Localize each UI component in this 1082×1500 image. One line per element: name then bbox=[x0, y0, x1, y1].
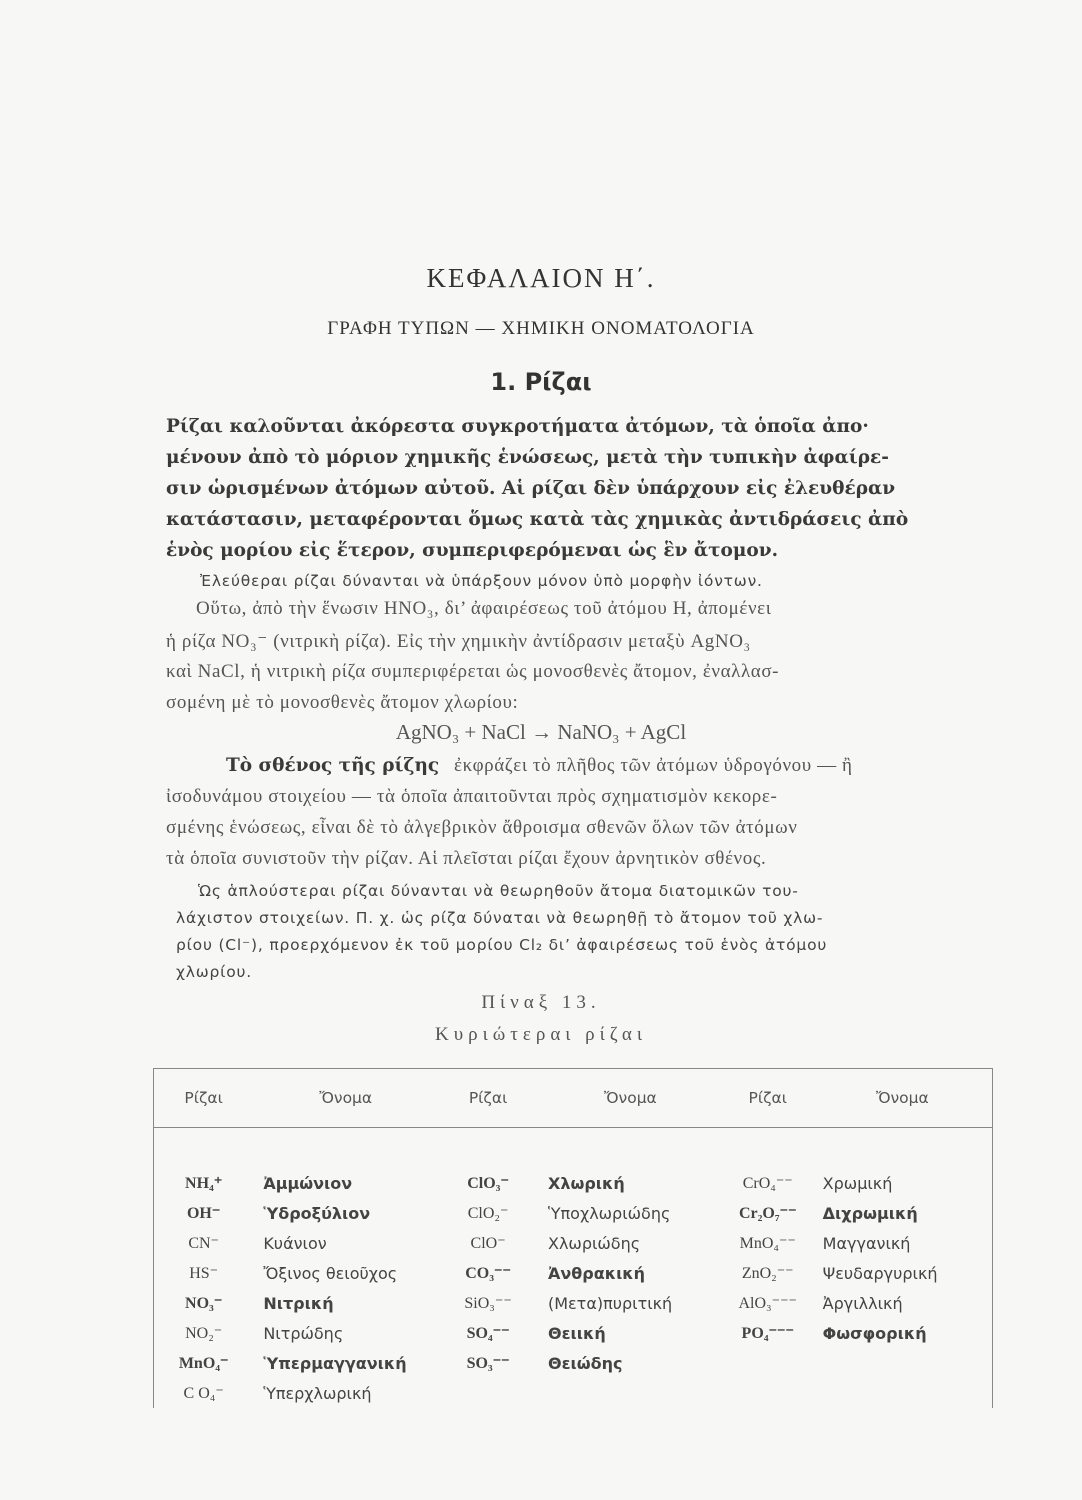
radical-name: Ὄξινος θειοῦχος bbox=[263, 1263, 398, 1283]
radical-formula: NO₂⁻ bbox=[185, 1325, 223, 1342]
radical-name: Ἀμμώνιον bbox=[263, 1173, 353, 1193]
example-line: σομένη μὲ τὸ μονοσθενὲς ἄτομον χλωρίου: bbox=[166, 692, 519, 713]
table-row bbox=[154, 1348, 993, 1378]
radical-formula: MnO₄⁻⁻ bbox=[739, 1235, 796, 1252]
radical-formula bbox=[438, 1378, 538, 1408]
radical-formula: SiO₃⁻⁻ bbox=[464, 1295, 512, 1312]
table-row bbox=[154, 1318, 993, 1348]
radical-name: Νιτρώδης bbox=[263, 1323, 344, 1343]
radical-name: Κυάνιον bbox=[263, 1233, 327, 1253]
simple-radicals-line: χλωρίου. bbox=[176, 963, 252, 981]
radical-name: Ψευδαργυρική bbox=[822, 1263, 938, 1283]
radical-formula bbox=[723, 1378, 813, 1408]
example-line: Οὕτω, ἀπὸ τὴν ἕνωσιν HNO₃, δι’ ἀφαιρέσεως τοῦ ἀτόμου H, ἀπομένει bbox=[196, 598, 772, 619]
chapter-heading: ΚΕΦΑΛΑΙΟΝ Η΄. bbox=[426, 263, 656, 293]
radical-name bbox=[813, 1378, 993, 1408]
table-row bbox=[154, 1228, 993, 1258]
radical-formula: OH⁻ bbox=[186, 1205, 221, 1222]
radical-formula: C O₄⁻ bbox=[183, 1385, 224, 1402]
radical-name: Ἀργιλλική bbox=[822, 1293, 903, 1313]
radical-formula: CN⁻ bbox=[188, 1235, 219, 1252]
radical-formula bbox=[723, 1348, 813, 1378]
radical-formula: CrO₄⁻⁻ bbox=[742, 1175, 793, 1192]
definition-line: μένουν ἀπὸ τὸ μόριον χημικῆς ἑνώσεως, μετὰ τὴν τυπικὴν ἀφαίρε- bbox=[166, 447, 889, 468]
definition-line: κατάστασιν, μεταφέρονται ὅμως κατὰ τὰς χημικὰς ἀντιδράσεις ἀπὸ bbox=[166, 509, 909, 530]
radical-formula: SO₃⁻⁻ bbox=[466, 1355, 510, 1372]
radical-formula: MnO₄⁻ bbox=[178, 1355, 229, 1372]
table-row bbox=[154, 1378, 993, 1408]
column-header: Ρίζαι bbox=[154, 1069, 254, 1128]
chapter-subtitle: ΓΡΑΦΗ ΤΥΠΩΝ — ΧΗΜΙΚΗ ΟΝΟΜΑΤΟΛΟΓΙΑ bbox=[327, 318, 755, 339]
simple-radicals-line: ρίου (Cl⁻), προερχόμενον ἐκ τοῦ μορίου Cl₂ δι’ ἀφαιρέσεως τοῦ ἑνὸς ἀτόμου bbox=[176, 936, 828, 954]
column-header: Ὄνομα bbox=[253, 1069, 438, 1128]
radical-name: Φωσφορική bbox=[822, 1323, 927, 1343]
radical-name: Ὑποχλωριώδης bbox=[547, 1203, 671, 1223]
radical-name: Χλωριώδης bbox=[547, 1233, 641, 1253]
radical-formula: AlO₃⁻⁻⁻ bbox=[738, 1295, 797, 1312]
column-header: Ρίζαι bbox=[438, 1069, 538, 1128]
definition-line: Ρίζαι καλοῦνται ἀκόρεστα συγκροτήματα ἀτόμων, τὰ ὁποῖα ἀπο· bbox=[166, 416, 869, 437]
radical-formula: ClO₃⁻ bbox=[467, 1175, 509, 1192]
radicals-table bbox=[153, 1068, 993, 1408]
column-header: Ρίζαι bbox=[723, 1069, 813, 1128]
radical-name: Θειική bbox=[547, 1323, 606, 1343]
reaction-equation: AgNO₃ + NaCl → NaNO₃ + AgCl bbox=[395, 720, 687, 744]
table-row bbox=[154, 1128, 993, 1199]
radical-name: Ὑδροξύλιον bbox=[263, 1203, 371, 1223]
valence-line: σμένης ἑνώσεως, εἶναι δὲ τὸ ἀλγεβρικὸν ἄθροισμα σθενῶν ὅλων τῶν ἀτόμων bbox=[166, 817, 798, 838]
radical-name: Ὑπερμαγγανική bbox=[263, 1353, 407, 1373]
column-header: Ὄνομα bbox=[813, 1069, 993, 1128]
section-heading: 1. Ρίζαι bbox=[490, 368, 592, 396]
table-label: Πίναξ 13. bbox=[481, 992, 601, 1013]
radical-name: Ὑπερχλωρική bbox=[263, 1383, 372, 1403]
radical-formula: ClO⁻ bbox=[470, 1235, 506, 1252]
radical-name: Μαγγανική bbox=[822, 1233, 911, 1253]
radical-name: Ἀνθρακική bbox=[547, 1263, 646, 1283]
radical-formula: PO₄⁻⁻⁻ bbox=[741, 1325, 794, 1342]
simple-radicals-line: Ὡς ἁπλούστεραι ρίζαι δύνανται νὰ θεωρηθοῦν ἄτομα διατομικῶν του- bbox=[198, 882, 799, 900]
radical-name: Θειώδης bbox=[547, 1353, 623, 1373]
radical-name: Νιτρική bbox=[263, 1293, 334, 1313]
radical-formula: Cr₂O₇⁻⁻ bbox=[738, 1205, 797, 1222]
radical-formula: HS⁻ bbox=[189, 1265, 219, 1282]
column-header: Ὄνομα bbox=[538, 1069, 723, 1128]
valence-lead: Τὸ σθένος τῆς ρίζης bbox=[226, 755, 440, 776]
radical-name: (Μετα)πυριτική bbox=[547, 1293, 673, 1313]
radical-name: Χρωμική bbox=[822, 1173, 893, 1193]
table-row bbox=[154, 1258, 993, 1288]
radical-name bbox=[538, 1378, 723, 1408]
radical-formula: ZnO₂⁻⁻ bbox=[741, 1265, 794, 1282]
example-line: καὶ NaCl, ἡ νιτρικὴ ρίζα συμπεριφέρεται ὡς μονοσθενὲς ἄτομον, ἐναλλασ- bbox=[166, 661, 780, 682]
table-row bbox=[154, 1198, 993, 1228]
definition-line: ἑνὸς μορίου εἰς ἕτερον, συμπεριφερόμεναι ὡς ἓν ἄτομον. bbox=[166, 540, 779, 561]
radical-name: Διχρωμική bbox=[822, 1203, 918, 1223]
radical-formula: CO₃⁻⁻ bbox=[465, 1265, 511, 1282]
radical-formula: NH₄⁺ bbox=[185, 1175, 223, 1192]
radical-name: Χλωρική bbox=[547, 1173, 625, 1193]
table-header-row bbox=[154, 1069, 993, 1128]
valence-line: τὰ ὁποῖα συνιστοῦν τὴν ρίζαν. Αἱ πλεῖσται ρίζαι ἔχουν ἀρνητικὸν σθένος. bbox=[166, 848, 767, 869]
radical-name bbox=[813, 1348, 993, 1378]
definition-line: σιν ὡρισμένων ἀτόμων αὐτοῦ. Αἱ ρίζαι δὲν ὑπάρχουν εἰς ἐλευθέραν bbox=[166, 478, 896, 499]
valence-line: ἐκφράζει τὸ πλῆθος τῶν ἀτόμων ὑδρογόνου — ἢ bbox=[454, 755, 853, 776]
radical-formula: ClO₂⁻ bbox=[467, 1205, 509, 1222]
example-line: ἡ ρίζα NO₃⁻ (νιτρικὴ ρίζα). Εἰς τὴν χημικὴν ἀντίδρασιν μεταξὺ AgNO₃ bbox=[166, 631, 751, 652]
simple-radicals-line: λάχιστον στοιχείων. Π. χ. ὡς ρίζα δύναται νὰ θεωρηθῇ τὸ ἄτομον τοῦ χλω- bbox=[176, 909, 824, 927]
table-caption: Κυριώτεραι ρίζαι bbox=[435, 1024, 647, 1045]
free-radicals-note: Ἐλεύθεραι ρίζαι δύνανται νὰ ὑπάρξουν μόνον ὑπὸ μορφὴν ἰόντων. bbox=[200, 572, 763, 590]
radical-formula: SO₄⁻⁻ bbox=[466, 1325, 510, 1342]
valence-line: ἰσοδυνάμου στοιχείου — τὰ ὁποῖα ἀπαιτοῦνται πρὸς σχηματισμὸν κεκορε- bbox=[166, 786, 778, 807]
table-row bbox=[154, 1288, 993, 1318]
radical-formula: NO₃⁻ bbox=[185, 1295, 223, 1312]
